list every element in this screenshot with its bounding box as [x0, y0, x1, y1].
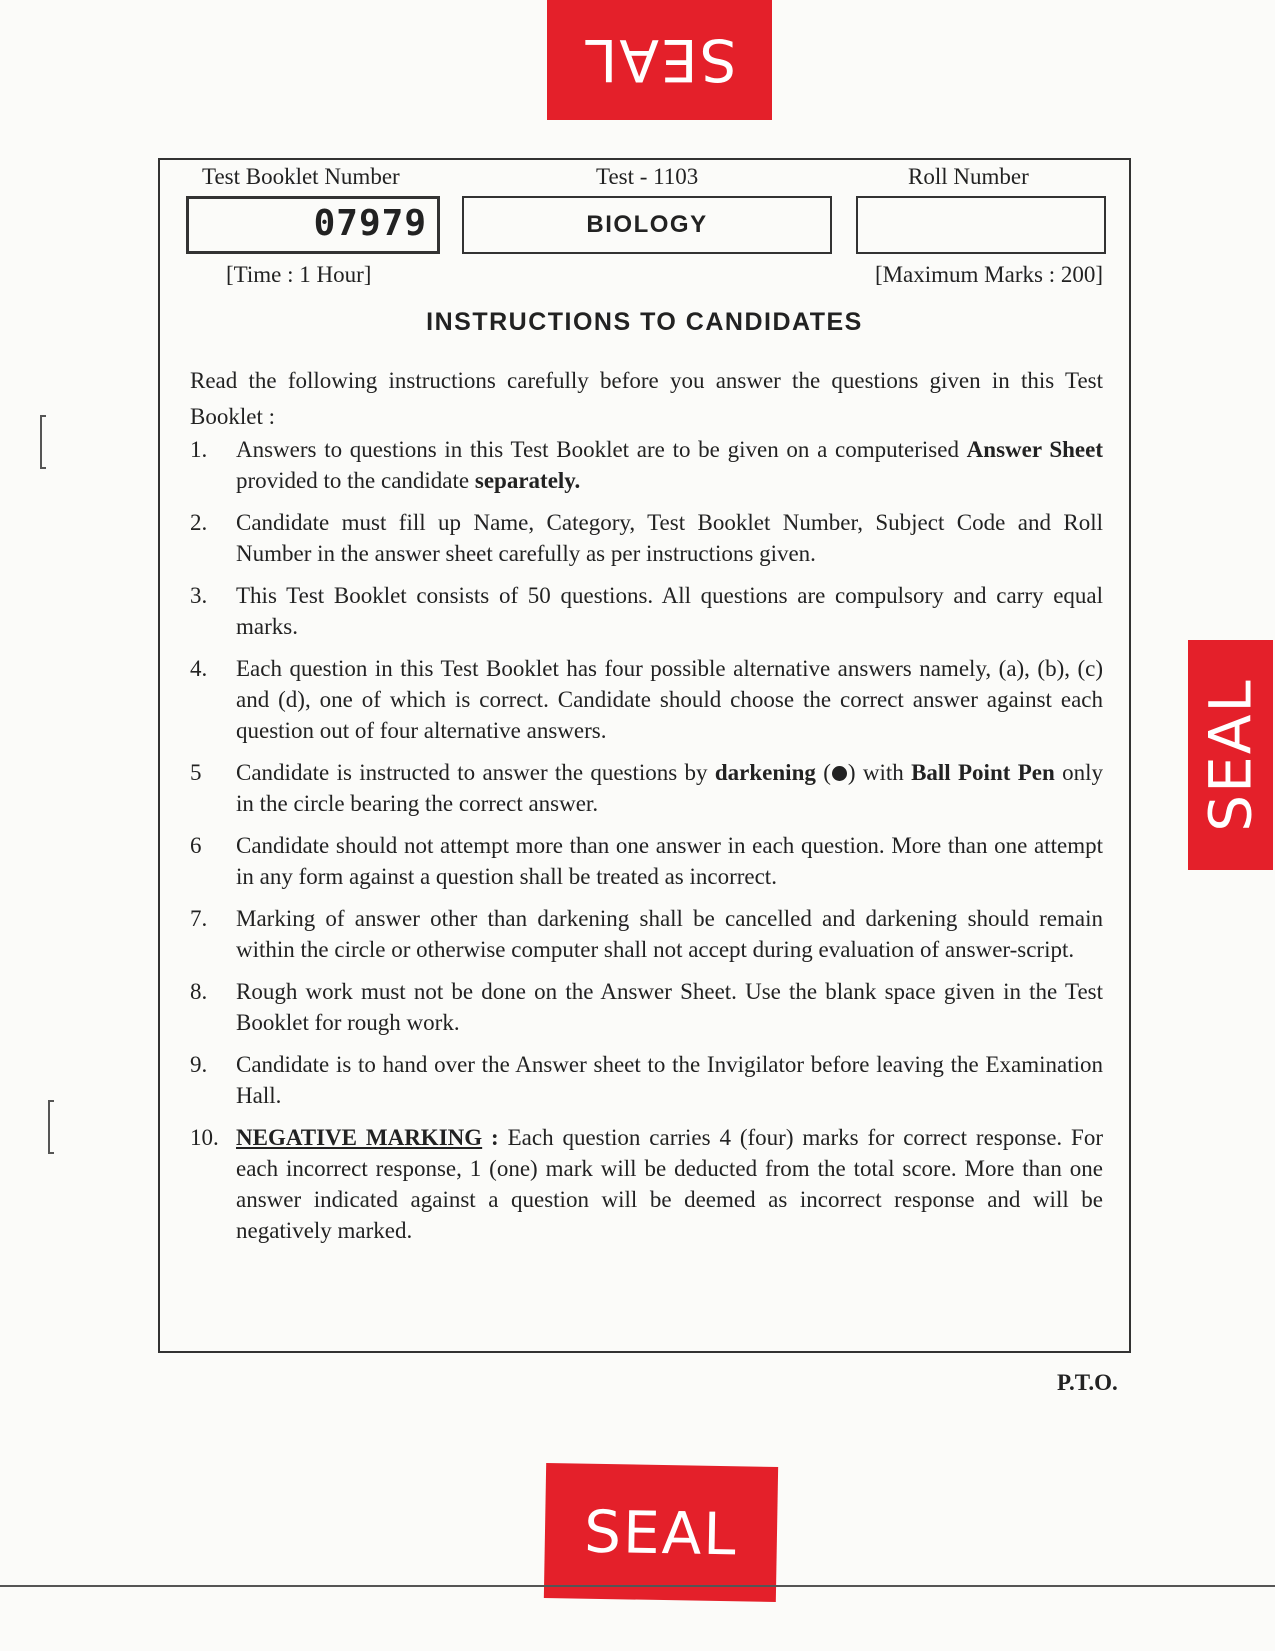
- seal-stamp-right: [1188, 640, 1273, 870]
- instruction-separator: :: [482, 1125, 508, 1150]
- instruction-number: 1.: [190, 437, 208, 462]
- instruction-number: 9.: [190, 1052, 208, 1077]
- instructions-list: [190, 434, 1103, 1257]
- roll-number-box[interactable]: [856, 196, 1106, 254]
- instruction-text: (: [815, 760, 831, 785]
- instruction-text: This Test Booklet consists of 50 questions. All questions are compulsory and carry equal marks.: [236, 583, 1103, 639]
- instructions-intro: Read the following instructions carefully before you answer the questions given in this Test Booklet :: [190, 368, 1103, 429]
- instruction-number: 4.: [190, 656, 208, 681]
- roll-number-label: Roll Number: [908, 164, 1029, 189]
- staple-mark: [48, 1100, 54, 1154]
- instruction-emphasis: separately.: [474, 468, 581, 493]
- instruction-emphasis: Ball Point Pen: [911, 760, 1055, 785]
- instruction-text: Each question in this Test Booklet has four possible alternative answers namely, (a), (b), (c) and (d), one of which is correct. Candidate should choose the correct answer against each question out of four alternative answers.: [236, 656, 1103, 743]
- negative-marking-heading: NEGATIVE MARKING: [236, 1125, 483, 1150]
- booklet-number-label: Test Booklet Number: [202, 164, 400, 189]
- instruction-item: [190, 830, 1103, 892]
- booklet-number: 07979: [313, 203, 427, 244]
- instruction-text: Marking of answer other than darkening shall be cancelled and darkening should remain within the circle or otherwise computer shall not accept during evaluation of answer-script.: [236, 906, 1103, 962]
- booklet-number-box: [186, 196, 440, 254]
- instruction-text: Candidate is to hand over the Answer sheet to the Invigilator before leaving the Examination Hall.: [236, 1052, 1103, 1108]
- staple-mark: [40, 415, 46, 469]
- seal-label: SEAL: [583, 1497, 739, 1568]
- seal-stamp-top: [547, 0, 772, 120]
- instruction-item: [190, 976, 1103, 1038]
- instruction-number: 3.: [190, 583, 208, 608]
- instruction-item: [190, 434, 1103, 496]
- instruction-text: Answers to questions in this Test Booklet are to be given on a computerised: [236, 437, 967, 462]
- page-edge-divider: [0, 1585, 1275, 1587]
- instruction-emphasis: Answer Sheet: [966, 437, 1104, 462]
- instruction-text: only in the circle bearing the correct answer.: [236, 760, 1103, 816]
- instruction-text: Rough work must not be done on the Answer Sheet. Use the blank space given in the Test Booklet for rough work.: [236, 979, 1103, 1035]
- instructions-title: INSTRUCTIONS TO CANDIDATES: [426, 308, 863, 336]
- instruction-item: [190, 1049, 1103, 1111]
- instruction-item: [190, 653, 1103, 746]
- seal-stamp-bottom: [544, 1463, 778, 1602]
- instruction-number: 2.: [190, 510, 208, 535]
- instruction-number: 5: [190, 760, 202, 785]
- instruction-text: Each question carries 4 (four) marks for correct response. For each incorrect response, 1 (one) mark will be deducted from the total score. More than one answer indicated against a question will be deemed as incorrect response and will be negatively marked.: [236, 1125, 1103, 1243]
- instruction-number: 6: [190, 833, 202, 858]
- subject-box: [462, 196, 832, 254]
- subject-name: BIOLOGY: [586, 211, 708, 238]
- instruction-text: Candidate should not attempt more than one answer in each question. More than one attempt in any form against a question shall be treated as incorrect.: [236, 833, 1103, 889]
- instruction-item: [190, 580, 1103, 642]
- instruction-number: 10.: [190, 1125, 219, 1150]
- seal-label: SEAL: [1196, 678, 1265, 832]
- instruction-text: provided to the candidate: [236, 468, 475, 493]
- instruction-item: [190, 757, 1103, 819]
- instruction-number: 7.: [190, 906, 208, 931]
- instruction-number: 8.: [190, 979, 208, 1004]
- instruction-item: [190, 1122, 1103, 1246]
- maximum-marks: [Maximum Marks : 200]: [874, 262, 1103, 287]
- seal-label: SEAL: [582, 26, 737, 94]
- instruction-item: [190, 903, 1103, 965]
- instruction-item: [190, 507, 1103, 569]
- instruction-frame: [158, 158, 1131, 1353]
- instruction-emphasis: darkening: [714, 760, 816, 785]
- instruction-text: Candidate must fill up Name, Category, Test Booklet Number, Subject Code and Roll Number in the answer sheet carefully as per instructions given.: [236, 510, 1103, 566]
- filled-circle-icon: [832, 766, 847, 781]
- pto-label: P.T.O.: [1057, 1370, 1118, 1395]
- time-limit: [Time : 1 Hour]: [226, 262, 372, 287]
- instruction-text: ) with: [847, 760, 912, 785]
- instruction-text: Candidate is instructed to answer the questions by: [236, 760, 715, 785]
- test-code-label: Test - 1103: [596, 164, 699, 189]
